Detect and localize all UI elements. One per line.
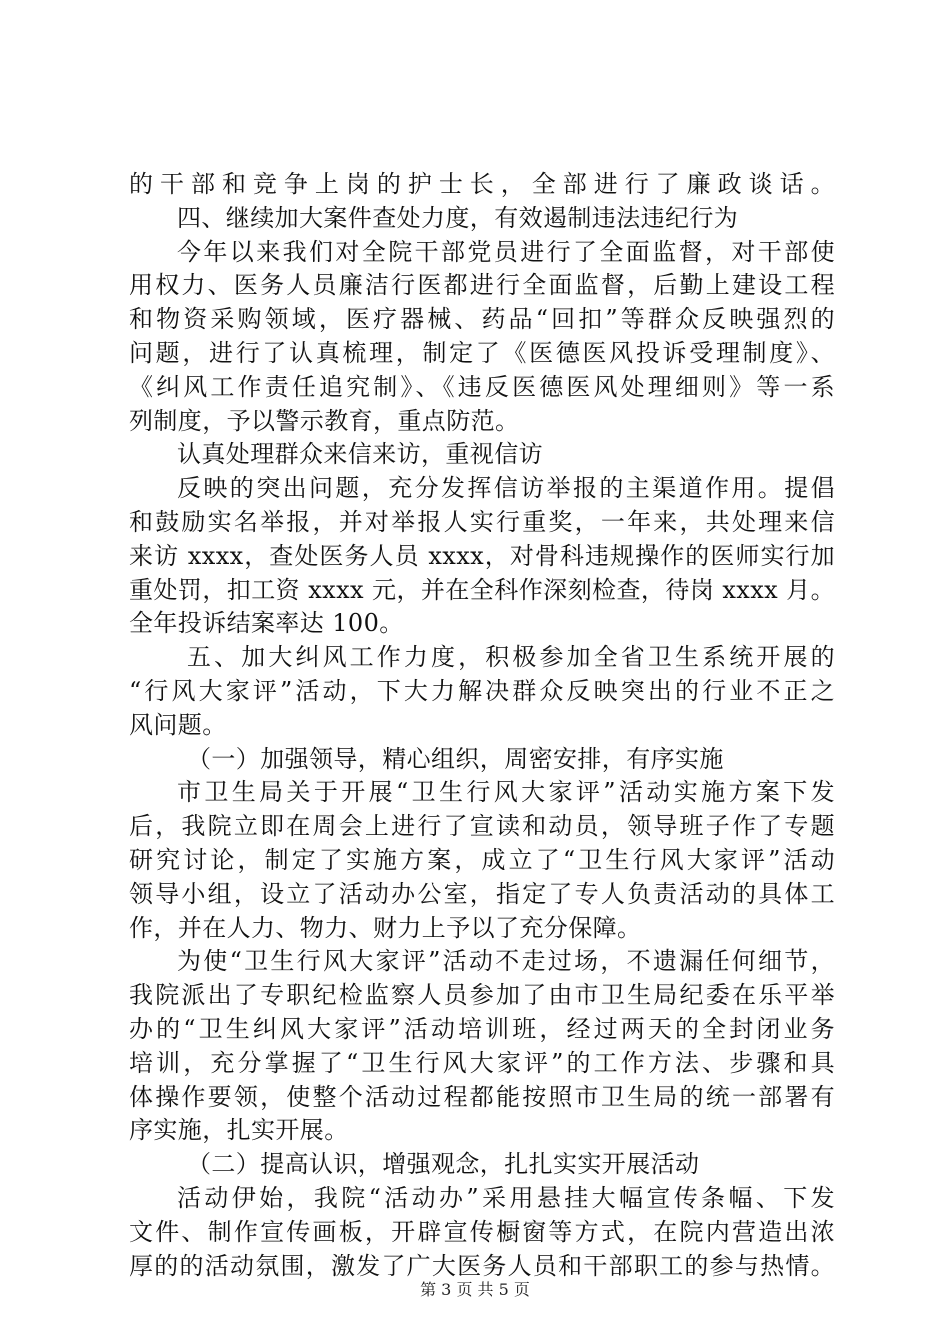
- text-line: 研究讨论，制定了实施方案，成立了“卫生行风大家评”活动: [129, 845, 835, 874]
- text-line: 《纠风工作责任追究制》、《违反医德医风处理细则》等一系: [129, 372, 835, 401]
- text-line: 认真处理群众来信来访，重视信访: [177, 440, 543, 469]
- section-heading: 四、继续加大案件查处力度，有效遏制违法违纪行为: [177, 203, 739, 232]
- text-line: “行风大家评”活动，下大力解决群众反映突出的行业不正之: [129, 676, 835, 705]
- text-line: 作，并在人力、物力、财力上予以了充分保障。: [129, 913, 642, 942]
- text-line: 和物资采购领域，医疗器械、药品“回扣”等群众反映强烈的: [129, 305, 835, 334]
- text-line: 培训，充分掌握了“卫生行风大家评”的工作方法、步骤和具: [129, 1048, 835, 1077]
- text-line: 文件、制作宣传画板，开辟宣传橱窗等方式，在院内营造出浓: [129, 1217, 835, 1246]
- text-line: 为使“卫生行风大家评”活动不走过场，不遗漏任何细节，: [177, 947, 835, 976]
- text-line: 用权力、医务人员廉洁行医都进行全面监督，后勤上建设工程: [129, 271, 835, 300]
- text-line: 我院派出了专职纪检监察人员参加了由市卫生局纪委在乐平举: [129, 981, 835, 1010]
- text-line: 全年投诉结案率达 100。: [129, 609, 404, 638]
- page-number-footer: 第 3 页 共 5 页: [420, 1280, 530, 1299]
- text-line: 的干部和竞争上岗的护士长，全部进行了廉政谈话。: [129, 170, 835, 198]
- text-line: 今年以来我们对全院干部党员进行了全面监督，对干部使: [177, 237, 835, 266]
- text-line: 序实施，扎实开展。: [129, 1116, 349, 1145]
- text-line: 体操作要领，使整个活动过程都能按照市卫生局的统一部署有: [129, 1082, 835, 1111]
- text-line: 列制度，予以警示教育，重点防范。: [129, 406, 520, 435]
- text-line: 问题，进行了认真梳理，制定了《医德医风投诉受理制度》、: [129, 338, 835, 367]
- subsection-heading: （一）加强领导，精心组织，周密安排，有序实施: [187, 744, 724, 773]
- text-line: 厚的的活动氛围，激发了广大医务人员和干部职工的参与热情。: [129, 1251, 835, 1280]
- text-line: 办的“卫生纠风大家评”活动培训班，经过两天的全封闭业务: [129, 1014, 835, 1043]
- section-heading: 五、加大纠风工作力度，积极参加全省卫生系统开展的: [187, 643, 835, 672]
- text-line: 反映的突出问题，充分发挥信访举报的主渠道作用。提倡: [177, 474, 835, 503]
- text-line: 活动伊始，我院“活动办”采用悬挂大幅宣传条幅、下发: [177, 1183, 835, 1212]
- text-line: 重处罚，扣工资 xxxx 元，并在全科作深刻检查，待岗 xxxx 月。: [129, 575, 835, 604]
- text-line: 领导小组，设立了活动办公室，指定了专人负责活动的具体工: [129, 879, 835, 908]
- text-line: 和鼓励实名举报，并对举报人实行重奖，一年来，共处理来信: [129, 507, 835, 536]
- subsection-heading: （二）提高认识，增强观念，扎扎实实开展活动: [187, 1150, 700, 1179]
- text-line: 市卫生局关于开展“卫生行风大家评”活动实施方案下发: [177, 778, 835, 807]
- text-line: 来访 xxxx，查处医务人员 xxxx，对骨科违规操作的医师实行加: [129, 541, 835, 570]
- text-line: 风问题。: [129, 710, 227, 739]
- text-line: 后，我院立即在周会上进行了宣读和动员，领导班子作了专题: [129, 812, 835, 841]
- document-body: [129, 168, 835, 1283]
